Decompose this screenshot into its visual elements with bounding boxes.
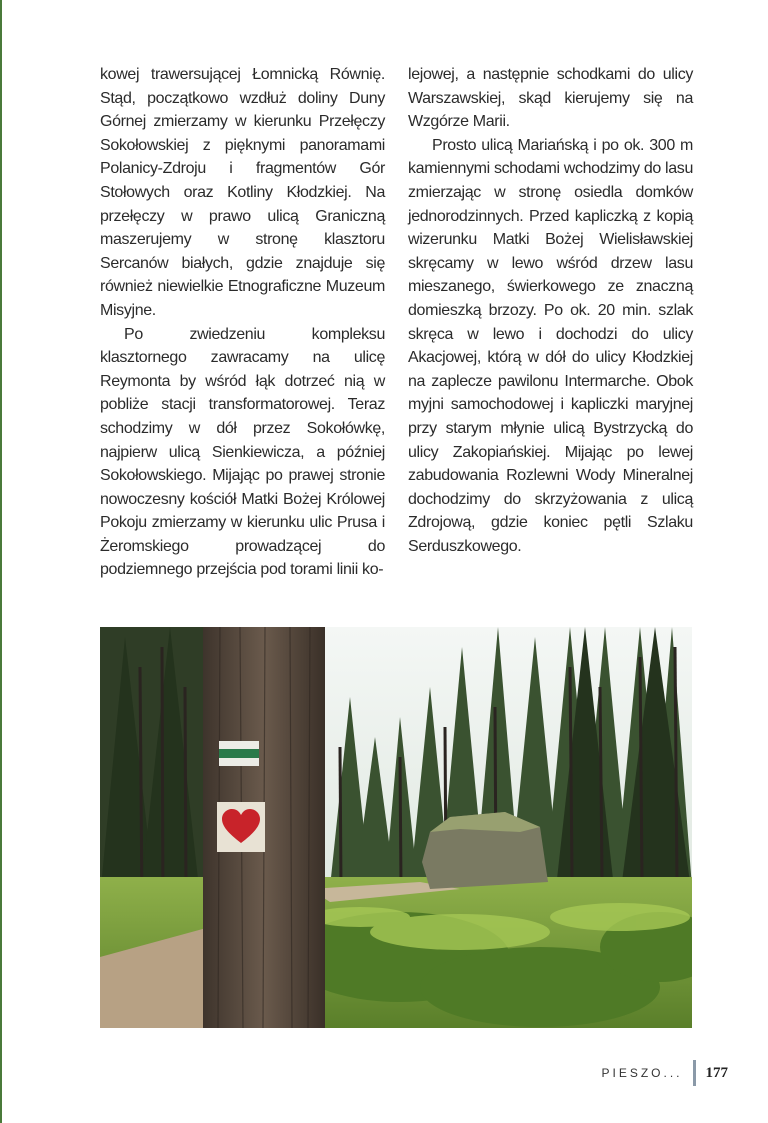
forest-photo (100, 627, 692, 1028)
forest-illustration (100, 627, 692, 1028)
paragraph: Po zwiedzeniu kompleksu klasztornego zawracamy na ulicę Reymonta by wśród łąk dotrzeć nią w pobliże stacji transformatorowej. Teraz schodzimy w dół przez Sokołówkę, najpierw ulicą Sienkiewicza, a później Sokołowskiego. Mijając po prawej stronie nowoczesny kościół Matki Bożej Królowej Pokoju zmierzamy w kierunku ulic Prusa i Żeromskiego prowadzącej do podziemnego przejścia pod torami linii ko- (100, 325, 385, 579)
footer-divider (693, 1060, 696, 1086)
text-column-right (408, 63, 693, 558)
trail-marker-stripes (219, 741, 259, 766)
text-column-left (100, 63, 385, 582)
paragraph: kowej trawersującej Łomnicką Równię. Stąd, początkowo wzdłuż doliny Duny Górnej zmierzamy w kierunku Przełęczy Sokołowskiej z pięknymi panoramami Polanicy-Zdroju i fragmentów Gór Stołowych oraz Kotliny Kłodzkiej. Na przełęczy w prawo ulicą Graniczną maszerujemy w stronę klasztoru Sercanów białych, gdzie znajduje się również niewielkie Etnograficzne Muzeum Misyjne. (100, 66, 385, 319)
page-footer (601, 1058, 728, 1088)
page-edge-strip (0, 0, 2, 1123)
heart-marker-icon (217, 802, 265, 852)
paragraph: Prosto ulicą Mariańską i po ok. 300 m kamiennymi schodami wchodzimy do lasu zmierzając w stronę osiedla domków jednorodzinnych. Przed kapliczką z kopią wizerunku Matki Bożej Wielisławskiej skręcamy w lewo wśród drzew lasu mieszanego, świerkowego ze znaczną domieszką brzozy. Po ok. 20 min. szlak skręca w lewo i dochodzi do ulicy Akacjowej, którą w dół do ulicy Kłodzkiej na zaplecze pawilonu Intermarche. Obok myjni samochodowej i kapliczki maryjnej przy starym młynie ulicą Bystrzycką do ulicy Zakopiańskiej. Mijając po lewej zabudowania Rozlewni Wody Mineralnej dochodzimy do skrzyżowania z ulicą Zdrojową, gdzie koniec pętli Szlaku Serduszkowego. (408, 136, 693, 555)
paragraph: lejowej, a następnie schodkami do ulicy Warszawskiej, skąd kierujemy się na Wzgórze Marii. (408, 66, 693, 131)
page-number: 177 (705, 1064, 728, 1081)
running-head: PIESZO... (601, 1066, 683, 1080)
